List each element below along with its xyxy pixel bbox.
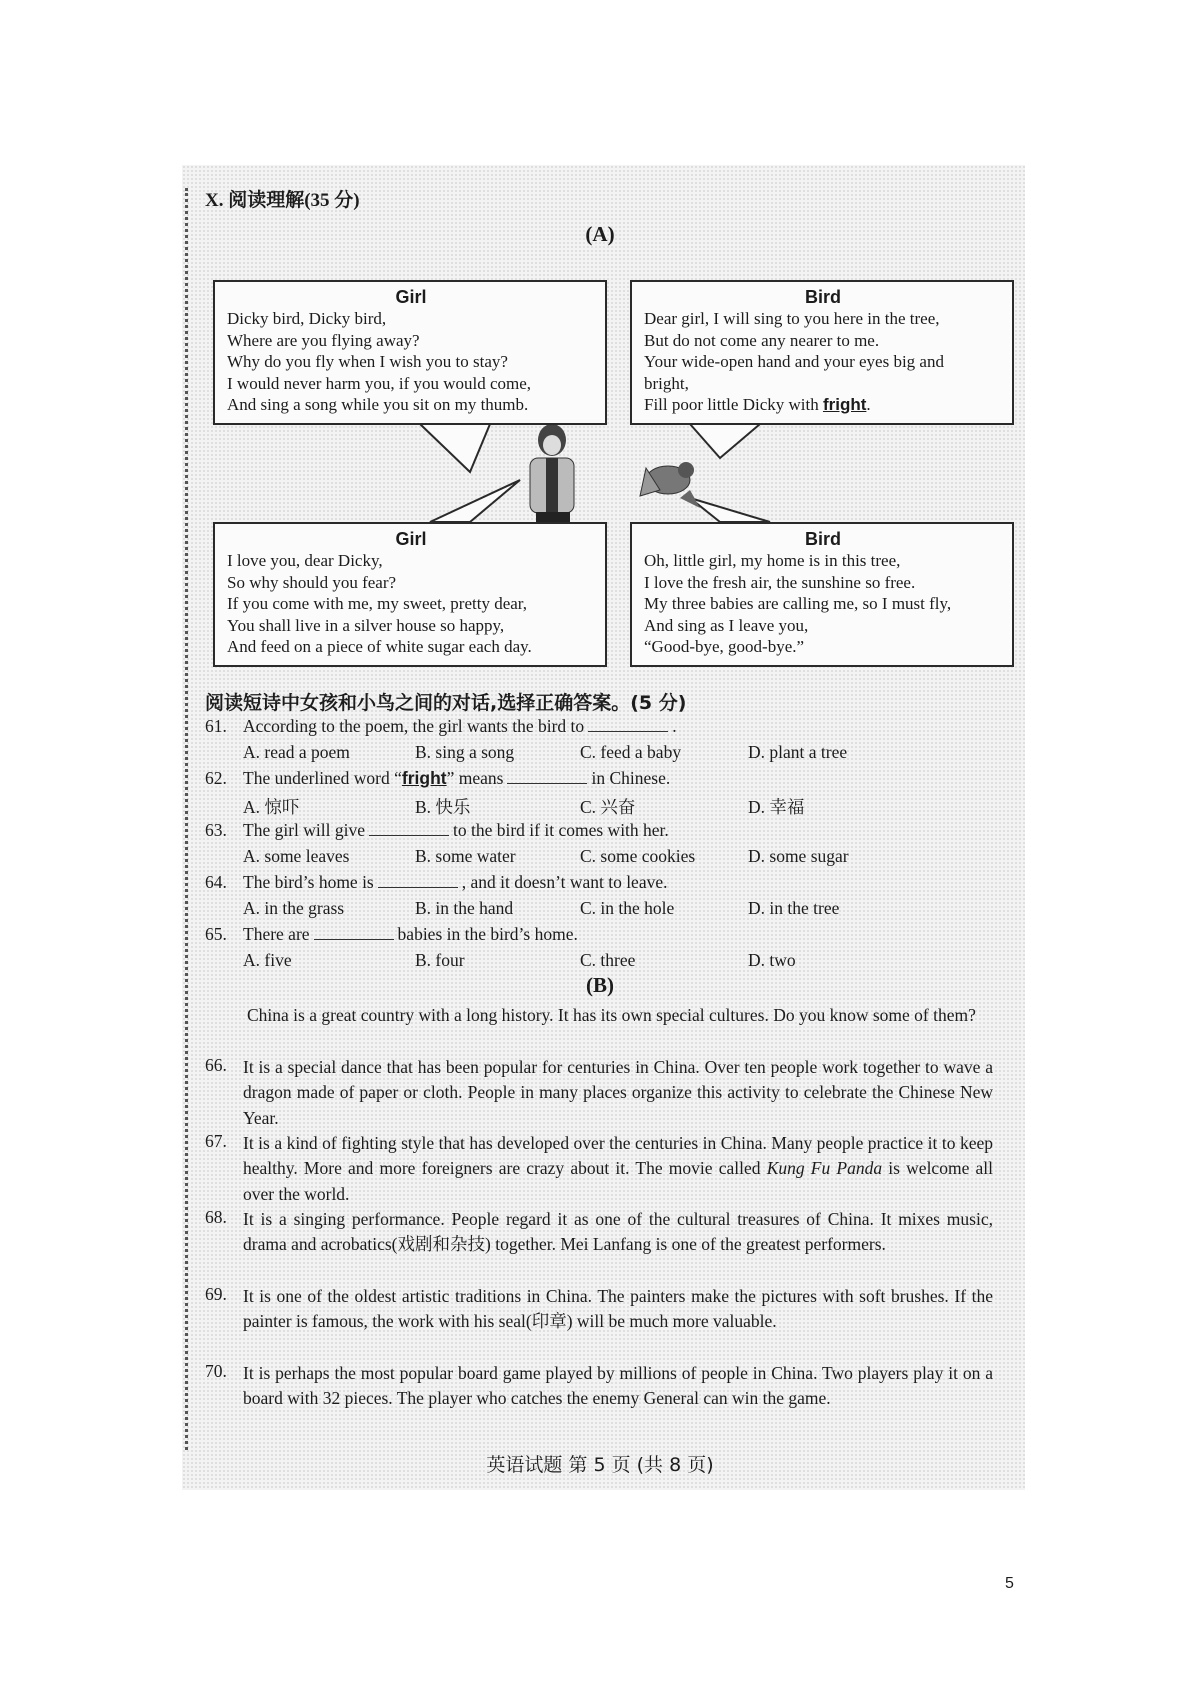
- poem-line: If you come with me, my sweet, pretty dear,: [227, 594, 528, 613]
- poem-line: So why should you fear?: [227, 572, 397, 592]
- movie-title: Kung Fu Panda: [766, 1158, 883, 1179]
- option-b: B. in the hand: [415, 898, 514, 918]
- paragraph-70: It is perhaps the most popular board game played by millions of people in China. Two players play it on a board with 32 pieces. The player who catches the enemy General can win the game.: [243, 1363, 993, 1409]
- question-63: 63. The girl will give to the bird if it comes with her.: [205, 820, 669, 840]
- poem-line: I would never harm you, if you would come,: [227, 373, 532, 393]
- poem-line: bright,: [644, 373, 689, 393]
- option-d: D. plant a tree: [748, 742, 848, 762]
- poem-line: But do not come any nearer to me.: [644, 330, 880, 350]
- underlined-word-fright: fright: [822, 395, 867, 414]
- option-d: D. some sugar: [748, 846, 849, 866]
- option-b: B. sing a song: [415, 742, 515, 762]
- option-a: A. read a poem: [243, 742, 350, 762]
- option-c: C. in the hole: [580, 898, 675, 918]
- answer-blank: [507, 769, 587, 784]
- poem-line: I love you, dear Dicky,: [227, 551, 383, 570]
- part-b-label: (B): [586, 973, 614, 997]
- girl-speech-bubble-1: [213, 280, 607, 425]
- question-61: 61. According to the poem, the girl wants the bird to .: [205, 716, 677, 736]
- item-number: 68.: [205, 1207, 227, 1227]
- poem-line: Where are you flying away?: [227, 330, 420, 350]
- option-a: A. in the grass: [243, 898, 345, 918]
- answer-blank: [314, 925, 394, 940]
- poem-line: Fill poor little Dicky with fright.: [644, 395, 871, 414]
- section-title: X. 阅读理解(35 分): [205, 190, 360, 211]
- poem-line: Your wide-open hand and your eyes big and: [644, 352, 944, 371]
- option-b: B. four: [415, 950, 465, 970]
- item-number: 66.: [205, 1055, 227, 1075]
- poem-line: And feed on a piece of white sugar each day.: [227, 637, 532, 656]
- poem-line: You shall live in a silver house so happy,: [227, 615, 505, 635]
- poem-line: Oh, little girl, my home is in this tree,: [644, 551, 901, 570]
- question-65: 65. There are babies in the bird’s home.: [205, 924, 578, 944]
- poem-line: I love the fresh air, the sunshine so free.: [644, 572, 916, 592]
- page-number: 5: [1005, 1575, 1014, 1592]
- option-d: D. 幸福: [748, 797, 805, 817]
- underlined-word-fright: fright: [401, 768, 447, 788]
- speaker-name: Girl: [395, 287, 427, 307]
- question-62: 62. The underlined word “fright” means in Chinese.: [205, 768, 671, 788]
- bird-illustration: [640, 462, 700, 508]
- intro-paragraph: China is a great country with a long history. It has its own special cultures. Do you know some of them?: [247, 1005, 976, 1025]
- item-number: 67.: [205, 1131, 227, 1151]
- option-a: A. some leaves: [243, 846, 350, 866]
- girl-speech-bubble-2: [213, 522, 607, 667]
- option-b: B. some water: [415, 846, 516, 866]
- poem-line: Dicky bird, Dicky bird,: [227, 309, 387, 328]
- paragraph-66: It is a special dance that has been popular for centuries in China. Over ten people work together to wave a dragon made of paper or cloth. People in many places organize this activity to celebrate the Chinese New Year.: [243, 1057, 993, 1128]
- bird-speech-bubble-2: [630, 522, 1014, 667]
- poem-line: “Good-bye, good-bye.”: [644, 637, 805, 656]
- paragraph-67: It is a kind of fighting style that has developed over the centuries in China. Many people practice it to keep healthy. More and more foreigners are crazy about it. The movie called Kung Fu Panda is welcome all over the world.: [243, 1133, 994, 1204]
- answer-blank: [588, 717, 668, 732]
- answer-blank: [378, 873, 458, 888]
- option-d: D. two: [748, 950, 796, 970]
- poem-line: And sing a song while you sit on my thumb.: [227, 395, 529, 414]
- option-a: A. 惊吓: [243, 797, 300, 817]
- paragraph-69: It is one of the oldest artistic traditions in China. The painters make the pictures with soft brushes. If the painter is famous, the work with his seal(印章) will be much more valuable.: [243, 1286, 993, 1332]
- poem-line: Why do you fly when I wish you to stay?: [227, 352, 508, 371]
- option-d: D. in the tree: [748, 898, 840, 918]
- speaker-name: Bird: [805, 529, 841, 549]
- item-number: 69.: [205, 1284, 227, 1304]
- bird-speech-bubble-1: [630, 280, 1014, 425]
- questions-instruction: 阅读短诗中女孩和小鸟之间的对话,选择正确答案。(5 分): [205, 692, 687, 714]
- option-b: B. 快乐: [415, 797, 471, 817]
- question-64: 64. The bird’s home is , and it doesn’t want to leave.: [205, 872, 668, 892]
- option-a: A. five: [243, 950, 292, 970]
- answer-blank: [369, 821, 449, 836]
- poem-line: And sing as I leave you,: [644, 615, 809, 635]
- part-a-label: (A): [585, 222, 615, 246]
- paragraph-68: It is a singing performance. People regard it as one of the cultural treasures of China. It mixes music, drama and acrobatics(戏剧和杂技) together. Mei Lanfang is one of the greatest performers.: [243, 1209, 993, 1255]
- speaker-name: Girl: [395, 529, 427, 549]
- option-c: C. three: [580, 950, 636, 970]
- poem-line: My three babies are calling me, so I must fly,: [644, 594, 952, 613]
- poem-line: Dear girl, I will sing to you here in the tree,: [644, 309, 940, 328]
- item-number: 70.: [205, 1361, 227, 1381]
- page-footer: 英语试题 第 5 页 (共 8 页): [486, 1454, 714, 1476]
- option-c: C. 兴奋: [580, 797, 636, 817]
- option-c: C. some cookies: [580, 846, 696, 866]
- option-c: C. feed a baby: [580, 742, 682, 762]
- speaker-name: Bird: [805, 287, 841, 307]
